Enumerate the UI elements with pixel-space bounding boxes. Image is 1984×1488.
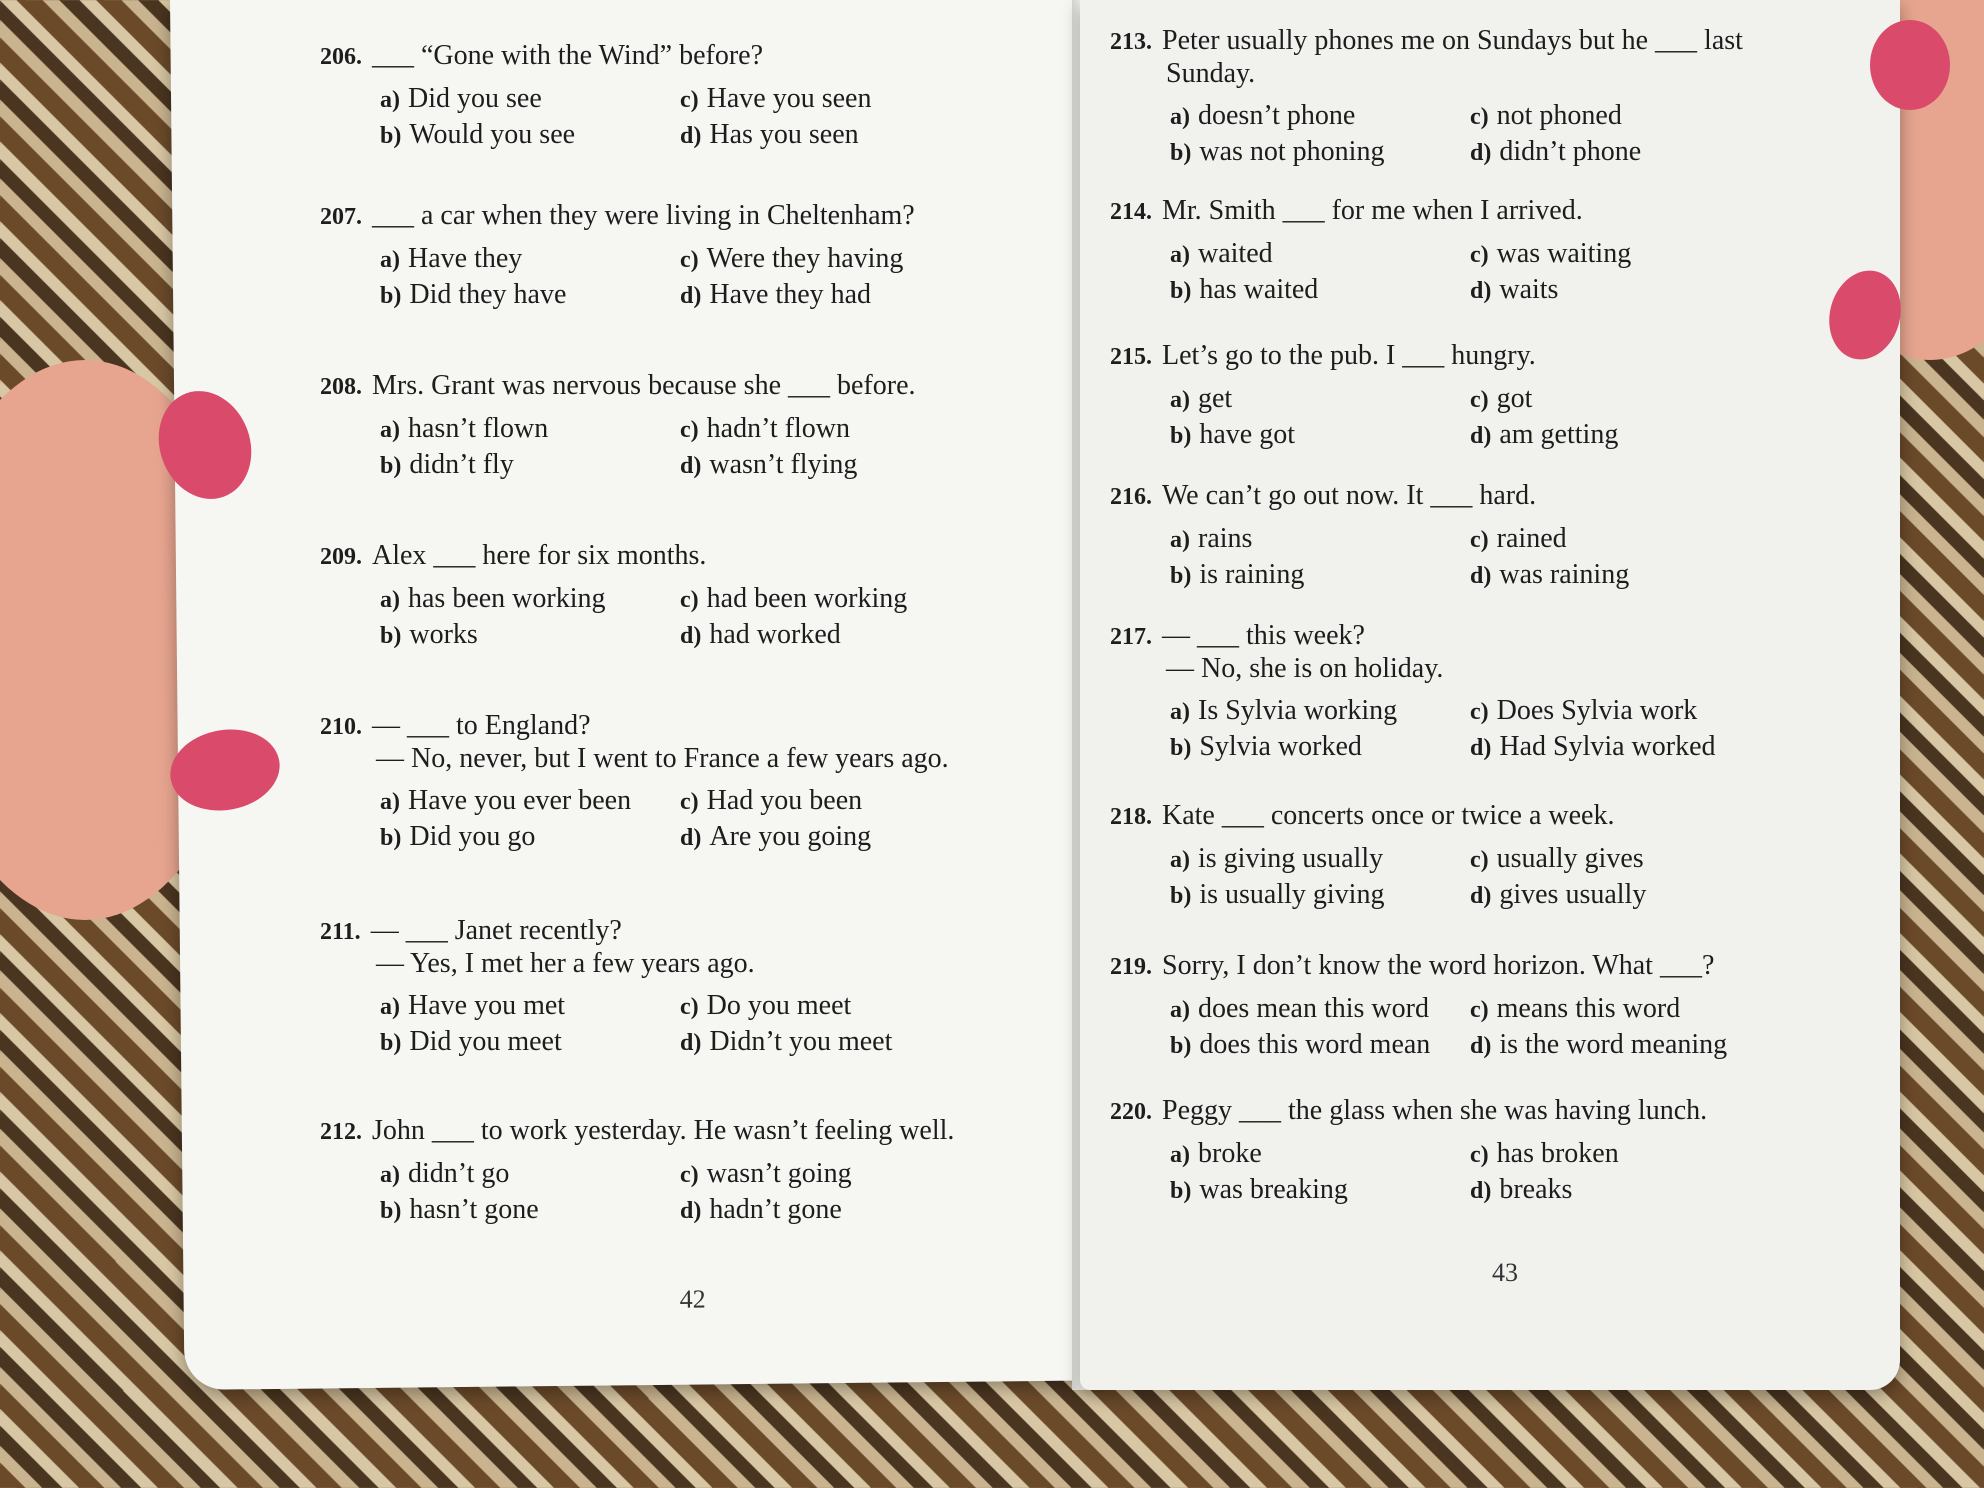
- option-letter: d): [1470, 278, 1492, 304]
- question-item: [1110, 195, 1730, 306]
- option-letter: c): [680, 994, 699, 1020]
- option-letter: b): [1170, 1033, 1192, 1059]
- option-c[interactable]: [1470, 695, 1730, 727]
- option-text: didn’t phone: [1499, 136, 1642, 167]
- answer-options: [1110, 695, 1730, 763]
- option-text: has been working: [408, 583, 606, 614]
- option-letter: b): [380, 1030, 402, 1056]
- question-stem: Kate ___ concerts once or twice a week.: [1162, 800, 1615, 831]
- option-letter: a): [1170, 527, 1190, 553]
- answer-options: [320, 243, 940, 311]
- option-text: waits: [1499, 274, 1559, 305]
- option-b[interactable]: [1170, 1029, 1470, 1061]
- question-item: [320, 1115, 954, 1226]
- option-text: Have you seen: [706, 83, 872, 114]
- option-text: wasn’t flying: [709, 449, 858, 480]
- option-letter: b): [380, 453, 402, 479]
- option-letter: c): [1470, 104, 1489, 130]
- option-text: is giving usually: [1198, 843, 1384, 874]
- question-text: [320, 370, 940, 403]
- option-text: Did you go: [409, 821, 536, 852]
- option-d[interactable]: [680, 821, 940, 853]
- option-c[interactable]: [1470, 843, 1730, 875]
- option-letter: b): [380, 123, 402, 149]
- option-text: Have they had: [709, 279, 872, 310]
- option-a[interactable]: [380, 1158, 680, 1190]
- option-a[interactable]: [1170, 1138, 1470, 1170]
- option-text: rained: [1496, 523, 1567, 554]
- option-text: Didn’t you meet: [709, 1026, 893, 1057]
- option-text: gives usually: [1499, 879, 1647, 910]
- option-letter: d): [680, 825, 702, 851]
- option-text: Does Sylvia work: [1496, 695, 1698, 726]
- option-letter: c): [680, 417, 699, 443]
- option-letter: a): [1170, 387, 1190, 413]
- option-d[interactable]: [1470, 879, 1730, 911]
- question-item: [1110, 25, 1743, 168]
- question-item: [1110, 1095, 1730, 1206]
- option-letter: d): [1470, 1033, 1492, 1059]
- option-c[interactable]: [680, 785, 940, 817]
- option-text: doesn’t phone: [1198, 100, 1356, 131]
- option-letter: c): [1470, 847, 1489, 873]
- question-number: 218.: [1110, 804, 1152, 830]
- option-d[interactable]: [680, 119, 940, 151]
- option-letter: d): [680, 453, 702, 479]
- option-b[interactable]: [1170, 731, 1470, 763]
- option-text: broke: [1198, 1138, 1262, 1169]
- option-text: is raining: [1199, 559, 1305, 590]
- answer-options: [320, 1158, 954, 1226]
- question-number: 207.: [320, 204, 362, 230]
- option-c[interactable]: [680, 413, 940, 445]
- option-d[interactable]: [1470, 1029, 1730, 1061]
- option-text: hadn’t flown: [706, 413, 851, 444]
- option-letter: d): [680, 1030, 702, 1056]
- option-text: Did you see: [408, 83, 542, 114]
- option-b[interactable]: [1170, 559, 1470, 591]
- question-text: [1110, 800, 1730, 833]
- question-stem: — ___ this week?: [1162, 620, 1365, 651]
- option-text: Have they: [408, 243, 523, 274]
- option-c[interactable]: [680, 990, 940, 1022]
- option-letter: a): [1170, 847, 1190, 873]
- option-text: is the word meaning: [1499, 1029, 1728, 1060]
- option-text: had been working: [706, 583, 908, 614]
- question-text: [320, 1115, 954, 1148]
- option-c[interactable]: [1470, 1138, 1730, 1170]
- option-letter: d): [1470, 423, 1492, 449]
- option-letter: b): [380, 623, 402, 649]
- option-letter: b): [380, 283, 402, 309]
- question-text: [1110, 25, 1743, 90]
- option-text: rains: [1198, 523, 1253, 554]
- answer-options: [1110, 238, 1730, 306]
- question-number: 219.: [1110, 954, 1152, 980]
- option-text: works: [409, 619, 478, 650]
- question-item: [1110, 480, 1730, 591]
- option-b[interactable]: [1170, 879, 1470, 911]
- option-a[interactable]: [1170, 523, 1470, 555]
- question-item: [320, 710, 949, 853]
- question-stem-line2: — No, she is on holiday.: [1166, 653, 1444, 684]
- option-letter: a): [380, 1162, 400, 1188]
- question-item: [1110, 950, 1730, 1061]
- option-a[interactable]: [380, 83, 680, 115]
- answer-options: [320, 990, 940, 1058]
- option-d[interactable]: [680, 279, 940, 311]
- option-text: Have you ever been: [408, 785, 632, 816]
- option-letter: c): [1470, 242, 1489, 268]
- option-text: not phoned: [1496, 100, 1622, 131]
- option-letter: a): [1170, 104, 1190, 130]
- answer-options: [320, 83, 940, 151]
- question-number: 209.: [320, 544, 362, 570]
- option-c[interactable]: [1470, 100, 1730, 132]
- option-c[interactable]: [680, 243, 940, 275]
- option-d[interactable]: [680, 1194, 940, 1226]
- question-stem-line2: — Yes, I met her a few years ago.: [376, 948, 755, 979]
- option-c[interactable]: [1470, 383, 1730, 415]
- answer-options: [320, 583, 940, 651]
- option-text: breaks: [1499, 1174, 1573, 1205]
- option-c[interactable]: [680, 83, 940, 115]
- option-letter: b): [380, 825, 402, 851]
- option-letter: a): [1170, 1142, 1190, 1168]
- option-a[interactable]: [380, 243, 680, 275]
- option-text: Had Sylvia worked: [1499, 731, 1716, 762]
- question-number: 206.: [320, 44, 362, 70]
- question-text: [1110, 195, 1730, 228]
- question-stem: Mr. Smith ___ for me when I arrived.: [1162, 195, 1583, 226]
- question-stem-line2: — No, never, but I went to France a few years ago.: [376, 743, 949, 774]
- option-letter: d): [1470, 140, 1492, 166]
- option-d[interactable]: [1470, 274, 1730, 306]
- question-stem: Let’s go to the pub. I ___ hungry.: [1162, 340, 1536, 371]
- option-letter: c): [680, 587, 699, 613]
- option-text: Are you going: [709, 821, 872, 852]
- option-letter: c): [1470, 1142, 1489, 1168]
- option-letter: c): [680, 87, 699, 113]
- option-letter: c): [1470, 387, 1489, 413]
- option-text: didn’t fly: [409, 449, 514, 480]
- question-number: 215.: [1110, 344, 1152, 370]
- option-text: didn’t go: [408, 1158, 510, 1189]
- option-a[interactable]: [380, 583, 680, 615]
- option-c[interactable]: [1470, 993, 1730, 1025]
- option-text: was waiting: [1496, 238, 1632, 269]
- question-stem: John ___ to work yesterday. He wasn’t feeling well.: [372, 1115, 955, 1146]
- option-text: Has you seen: [709, 119, 859, 150]
- option-text: does mean this word: [1198, 993, 1429, 1024]
- option-letter: c): [1470, 997, 1489, 1023]
- option-b[interactable]: [380, 1194, 680, 1226]
- option-b[interactable]: [380, 1026, 680, 1058]
- option-text: Did you meet: [409, 1026, 562, 1057]
- option-c[interactable]: [1470, 523, 1730, 555]
- option-a[interactable]: [1170, 843, 1470, 875]
- option-letter: c): [1470, 527, 1489, 553]
- question-number: 211.: [320, 919, 361, 945]
- option-b[interactable]: [380, 279, 680, 311]
- option-letter: a): [380, 587, 400, 613]
- option-d[interactable]: [680, 449, 940, 481]
- option-d[interactable]: [680, 1026, 940, 1058]
- option-text: has waited: [1199, 274, 1319, 305]
- question-item: [320, 200, 940, 311]
- option-text: is usually giving: [1199, 879, 1385, 910]
- option-a[interactable]: [1170, 993, 1470, 1025]
- option-a[interactable]: [1170, 100, 1470, 132]
- option-letter: c): [680, 1162, 699, 1188]
- question-number: 213.: [1110, 29, 1152, 55]
- question-number: 208.: [320, 374, 362, 400]
- option-letter: a): [380, 247, 400, 273]
- option-text: was breaking: [1199, 1174, 1348, 1205]
- option-text: Had you been: [706, 785, 863, 816]
- option-c[interactable]: [1470, 238, 1730, 270]
- option-letter: d): [680, 123, 702, 149]
- option-letter: a): [380, 87, 400, 113]
- option-letter: d): [680, 1198, 702, 1224]
- option-letter: b): [1170, 1178, 1192, 1204]
- question-number: 216.: [1110, 484, 1152, 510]
- option-text: was not phoning: [1199, 136, 1385, 167]
- question-item: [1110, 340, 1730, 451]
- option-letter: d): [1470, 735, 1492, 761]
- question-stem: Mrs. Grant was nervous because she ___ before.: [372, 370, 916, 401]
- question-stem: ___ “Gone with the Wind” before?: [372, 40, 764, 71]
- question-stem: Sorry, I don’t know the word horizon. What ___?: [1162, 950, 1715, 981]
- option-letter: b): [1170, 563, 1192, 589]
- option-b[interactable]: [380, 821, 680, 853]
- option-text: wasn’t going: [706, 1158, 852, 1189]
- question-stem: We can’t go out now. It ___ hard.: [1162, 480, 1537, 511]
- question-number: 214.: [1110, 199, 1152, 225]
- option-text: got: [1496, 383, 1533, 414]
- option-letter: c): [680, 247, 699, 273]
- option-a[interactable]: [380, 413, 680, 445]
- option-a[interactable]: [380, 785, 680, 817]
- option-a[interactable]: [1170, 695, 1470, 727]
- option-text: Have you met: [408, 990, 566, 1021]
- option-letter: c): [680, 789, 699, 815]
- option-text: get: [1198, 383, 1233, 414]
- answer-options: [1110, 523, 1730, 591]
- option-d[interactable]: [1470, 419, 1730, 451]
- option-d[interactable]: [1470, 731, 1730, 763]
- option-a[interactable]: [1170, 238, 1470, 270]
- answer-options: [1110, 100, 1743, 168]
- option-text: means this word: [1496, 993, 1681, 1024]
- option-text: Would you see: [409, 119, 576, 150]
- option-d[interactable]: [1470, 136, 1730, 168]
- option-text: Were they having: [706, 243, 904, 274]
- option-letter: b): [1170, 423, 1192, 449]
- option-text: has broken: [1496, 1138, 1619, 1169]
- question-stem-line2: Sunday.: [1166, 58, 1256, 89]
- option-d[interactable]: [1470, 1174, 1730, 1206]
- option-text: Do you meet: [706, 990, 852, 1021]
- question-text: [1110, 620, 1730, 685]
- option-text: hasn’t gone: [409, 1194, 539, 1225]
- question-text: [320, 710, 949, 775]
- question-text: [1110, 950, 1730, 983]
- question-text: [1110, 480, 1730, 513]
- option-letter: a): [380, 789, 400, 815]
- option-letter: d): [1470, 883, 1492, 909]
- option-b[interactable]: [1170, 1174, 1470, 1206]
- option-letter: a): [380, 417, 400, 443]
- question-item: [1110, 800, 1730, 911]
- option-c[interactable]: [680, 583, 940, 615]
- option-a[interactable]: [1170, 383, 1470, 415]
- option-d[interactable]: [680, 619, 940, 651]
- option-b[interactable]: [1170, 136, 1470, 168]
- question-text: [1110, 340, 1730, 373]
- answer-options: [320, 785, 949, 853]
- question-number: 212.: [320, 1119, 362, 1145]
- option-letter: d): [680, 623, 702, 649]
- question-stem: — ___ to England?: [372, 710, 591, 741]
- option-c[interactable]: [680, 1158, 940, 1190]
- option-text: have got: [1199, 419, 1295, 450]
- page-number: 43: [1492, 1258, 1518, 1287]
- option-letter: a): [1170, 997, 1190, 1023]
- option-a[interactable]: [380, 990, 680, 1022]
- option-letter: d): [1470, 1178, 1492, 1204]
- option-text: usually gives: [1496, 843, 1644, 874]
- question-text: [320, 540, 940, 573]
- question-stem: Alex ___ here for six months.: [372, 540, 707, 571]
- option-b[interactable]: [380, 449, 680, 481]
- option-text: waited: [1198, 238, 1273, 269]
- question-text: [320, 40, 940, 73]
- option-d[interactable]: [1470, 559, 1730, 591]
- option-b[interactable]: [1170, 274, 1470, 306]
- question-stem: ___ a car when they were living in Cheltenham?: [372, 200, 915, 231]
- option-letter: c): [1470, 699, 1489, 725]
- question-item: [1110, 620, 1730, 763]
- question-item: [320, 540, 940, 651]
- option-text: hasn’t flown: [408, 413, 549, 444]
- answer-options: [1110, 383, 1730, 451]
- question-text: [1110, 1095, 1730, 1128]
- page-number: 42: [679, 1284, 706, 1314]
- option-letter: b): [1170, 278, 1192, 304]
- question-item: [320, 915, 940, 1058]
- option-text: hadn’t gone: [709, 1194, 842, 1225]
- option-text: does this word mean: [1199, 1029, 1431, 1060]
- option-letter: d): [680, 283, 702, 309]
- option-text: had worked: [709, 619, 841, 650]
- question-text: [320, 915, 940, 980]
- option-letter: a): [1170, 242, 1190, 268]
- option-b[interactable]: [1170, 419, 1470, 451]
- option-letter: a): [380, 994, 400, 1020]
- question-item: [320, 370, 940, 481]
- option-text: Is Sylvia working: [1198, 695, 1398, 726]
- option-text: am getting: [1499, 419, 1619, 450]
- option-letter: b): [1170, 140, 1192, 166]
- question-text: [320, 200, 940, 233]
- option-b[interactable]: [380, 619, 680, 651]
- option-letter: b): [1170, 735, 1192, 761]
- question-number: 220.: [1110, 1099, 1152, 1125]
- option-letter: b): [1170, 883, 1192, 909]
- right-finger-nail-top: [1870, 20, 1950, 110]
- option-text: was raining: [1499, 559, 1630, 590]
- option-letter: d): [1470, 563, 1492, 589]
- question-stem: Peter usually phones me on Sundays but he ___ last: [1162, 25, 1743, 56]
- option-letter: b): [380, 1198, 402, 1224]
- option-letter: a): [1170, 699, 1190, 725]
- option-text: Sylvia worked: [1199, 731, 1362, 762]
- question-stem: Peggy ___ the glass when she was having lunch.: [1162, 1095, 1708, 1126]
- answer-options: [320, 413, 940, 481]
- question-item: [320, 40, 940, 151]
- answer-options: [1110, 993, 1730, 1061]
- answer-options: [1110, 1138, 1730, 1206]
- question-stem: — ___ Janet recently?: [370, 915, 622, 946]
- option-b[interactable]: [380, 119, 680, 151]
- question-number: 217.: [1110, 624, 1152, 650]
- option-text: Did they have: [409, 279, 567, 310]
- answer-options: [1110, 843, 1730, 911]
- question-number: 210.: [320, 714, 362, 740]
